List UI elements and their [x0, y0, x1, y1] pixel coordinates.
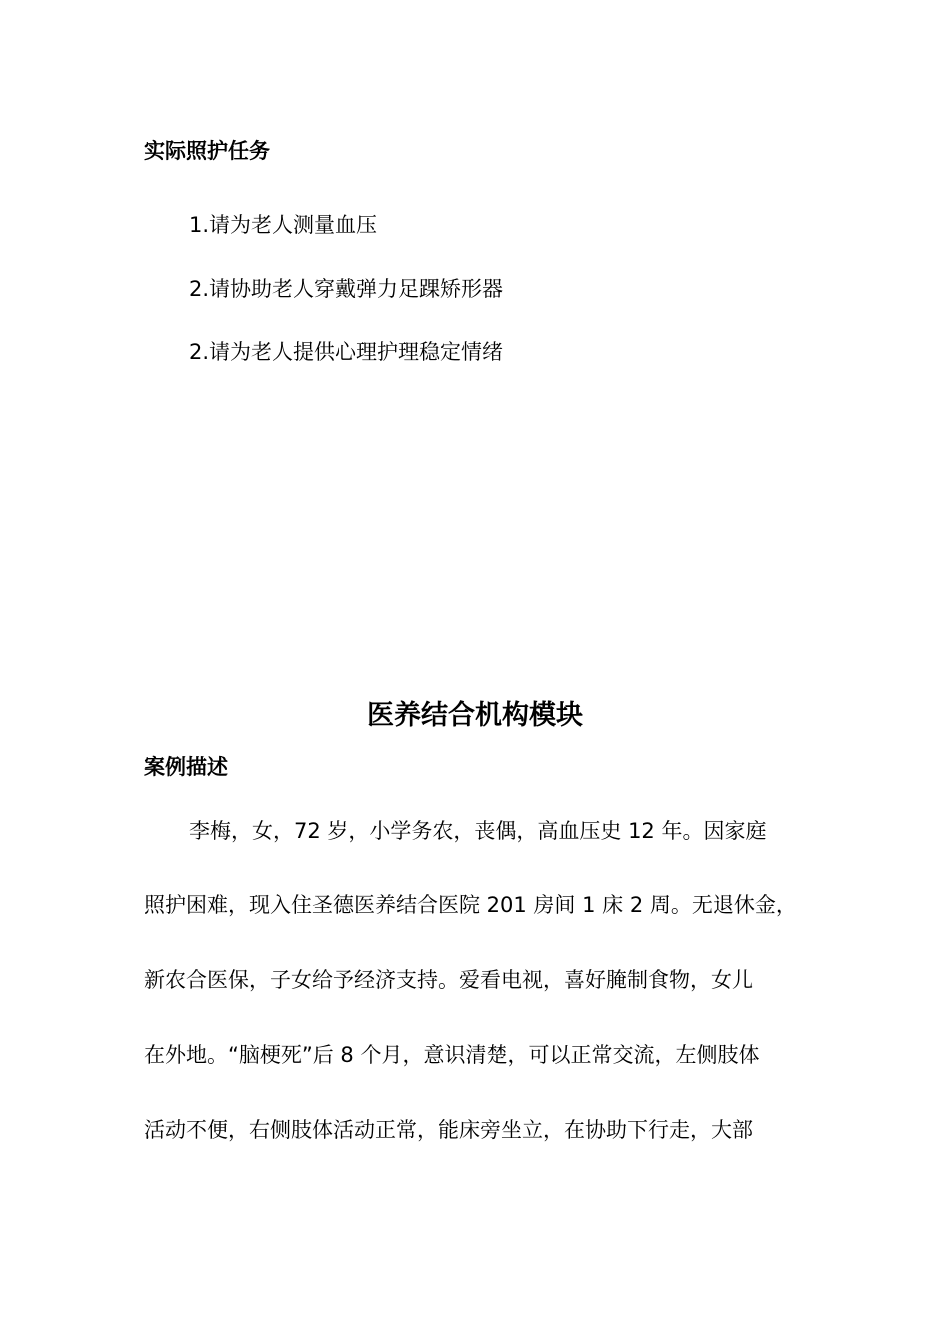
- task-item-2: 2.请协助老人穿戴弹力足踝矫形器: [189, 277, 504, 301]
- module-title: 医养结合机构模块: [367, 700, 583, 731]
- case-paragraph-line-5: 活动不便，右侧肢体活动正常，能床旁坐立，在协助下行走，大部: [144, 1118, 753, 1142]
- case-paragraph-line-1: 李梅，女，72 岁，小学务农，丧偶，高血压史 12 年。因家庭: [189, 819, 767, 843]
- case-paragraph-line-3: 新农合医保，子女给予经济支持。爱看电视，喜好腌制食物，女儿: [144, 968, 753, 992]
- task-item-1: 1.请为老人测量血压: [189, 213, 378, 237]
- case-paragraph-line-4: 在外地。“脑梗死”后 8 个月，意识清楚，可以正常交流，左侧肢体: [144, 1043, 760, 1067]
- care-tasks-heading: 实际照护任务: [144, 139, 270, 163]
- case-description-heading: 案例描述: [144, 755, 228, 779]
- case-paragraph-line-2: 照护困难，现入住圣德医养结合医院 201 房间 1 床 2 周。无退休金，: [144, 893, 797, 917]
- task-item-3: 2.请为老人提供心理护理稳定情绪: [189, 340, 504, 364]
